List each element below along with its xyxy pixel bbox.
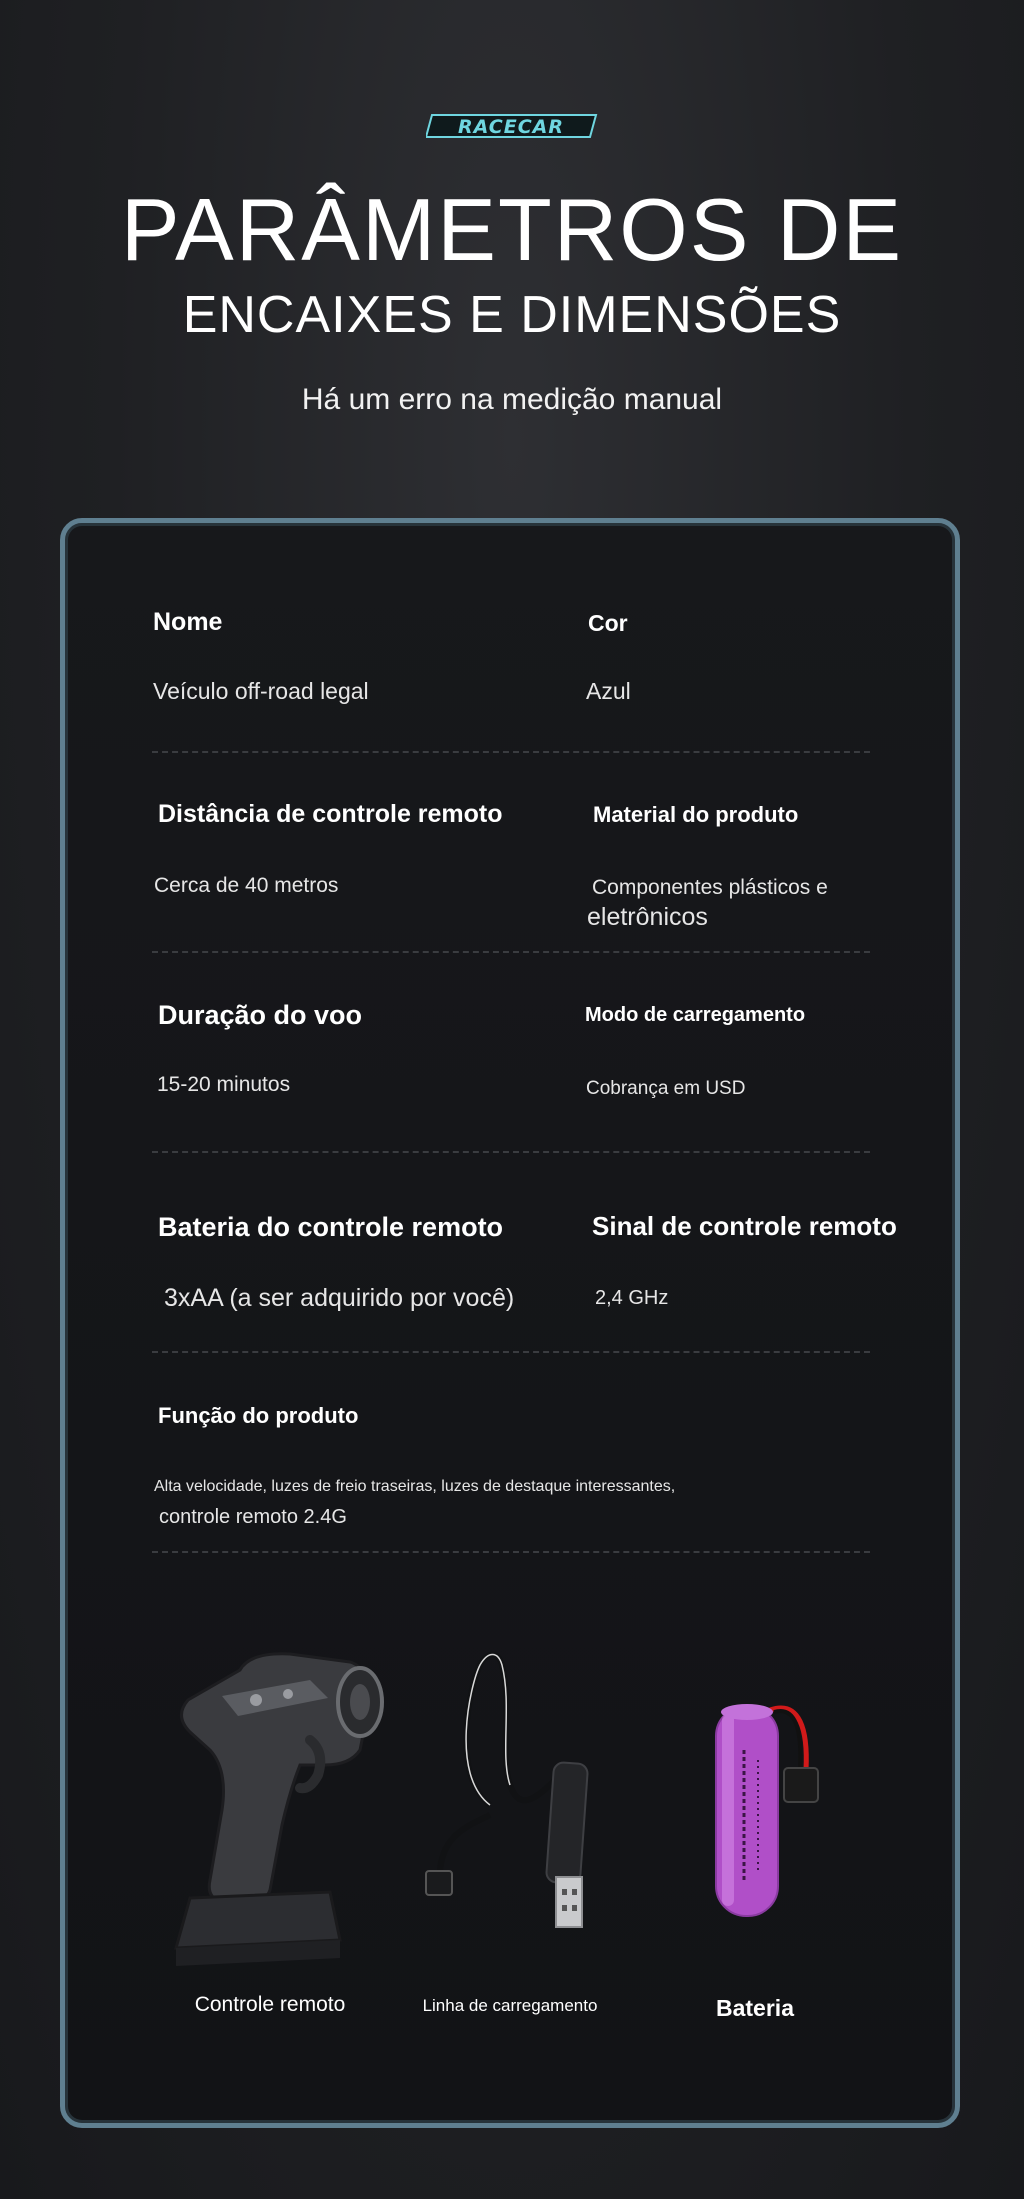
divider bbox=[152, 751, 870, 753]
range-label: Distância de controle remoto bbox=[158, 800, 503, 828]
page-title-line2: ENCAIXES E DIMENSÕES bbox=[182, 286, 842, 344]
page-title-line1: PARÂMETROS DE bbox=[120, 180, 904, 279]
color-label: Cor bbox=[588, 610, 628, 636]
accessory-label-battery: Bateria bbox=[716, 1995, 794, 2021]
battery-value: 3xAA (a ser adquirido por você) bbox=[164, 1284, 515, 1312]
divider bbox=[152, 1351, 870, 1353]
remote-controller-icon bbox=[160, 1640, 400, 1980]
accessory-label-remote: Controle remoto bbox=[194, 1993, 346, 2016]
function-label: Função do produto bbox=[158, 1403, 359, 1428]
signal-label: Sinal de controle remoto bbox=[592, 1211, 897, 1241]
charging-label: Modo de carregamento bbox=[585, 1004, 806, 1026]
function-value-line2: controle remoto 2.4G bbox=[159, 1506, 347, 1528]
charging-value: Cobrança em USD bbox=[586, 1078, 746, 1099]
material-value-line2: eletrônicos bbox=[587, 903, 708, 931]
divider bbox=[152, 1151, 870, 1153]
usb-cable-icon bbox=[410, 1645, 610, 1955]
divider bbox=[152, 951, 870, 953]
duration-value: 15-20 minutos bbox=[157, 1073, 291, 1096]
divider bbox=[152, 1551, 870, 1553]
name-value: Veículo off-road legal bbox=[153, 678, 369, 704]
page-subtitle: Há um erro na medição manual bbox=[301, 383, 723, 416]
color-value: Azul bbox=[586, 678, 631, 704]
function-value-line1: Alta velocidade, luzes de freio traseiras, luzes de destaque interessantes, bbox=[154, 1478, 676, 1495]
battery-icon bbox=[700, 1690, 830, 1930]
material-label: Material do produto bbox=[593, 802, 799, 827]
name-label: Nome bbox=[153, 608, 223, 636]
svg-text:RACECAR: RACECAR bbox=[458, 116, 564, 138]
range-value: Cerca de 40 metros bbox=[154, 874, 339, 897]
duration-label: Duração do voo bbox=[158, 1000, 363, 1030]
brand-logo bbox=[0, 113, 1024, 143]
battery-label: Bateria do controle remoto bbox=[158, 1212, 504, 1242]
racecar-logo-icon bbox=[426, 113, 598, 139]
accessory-label-cable: Linha de carregamento bbox=[422, 1996, 598, 2015]
material-value-line1: Componentes plásticos e bbox=[592, 876, 828, 899]
signal-value: 2,4 GHz bbox=[595, 1287, 669, 1309]
